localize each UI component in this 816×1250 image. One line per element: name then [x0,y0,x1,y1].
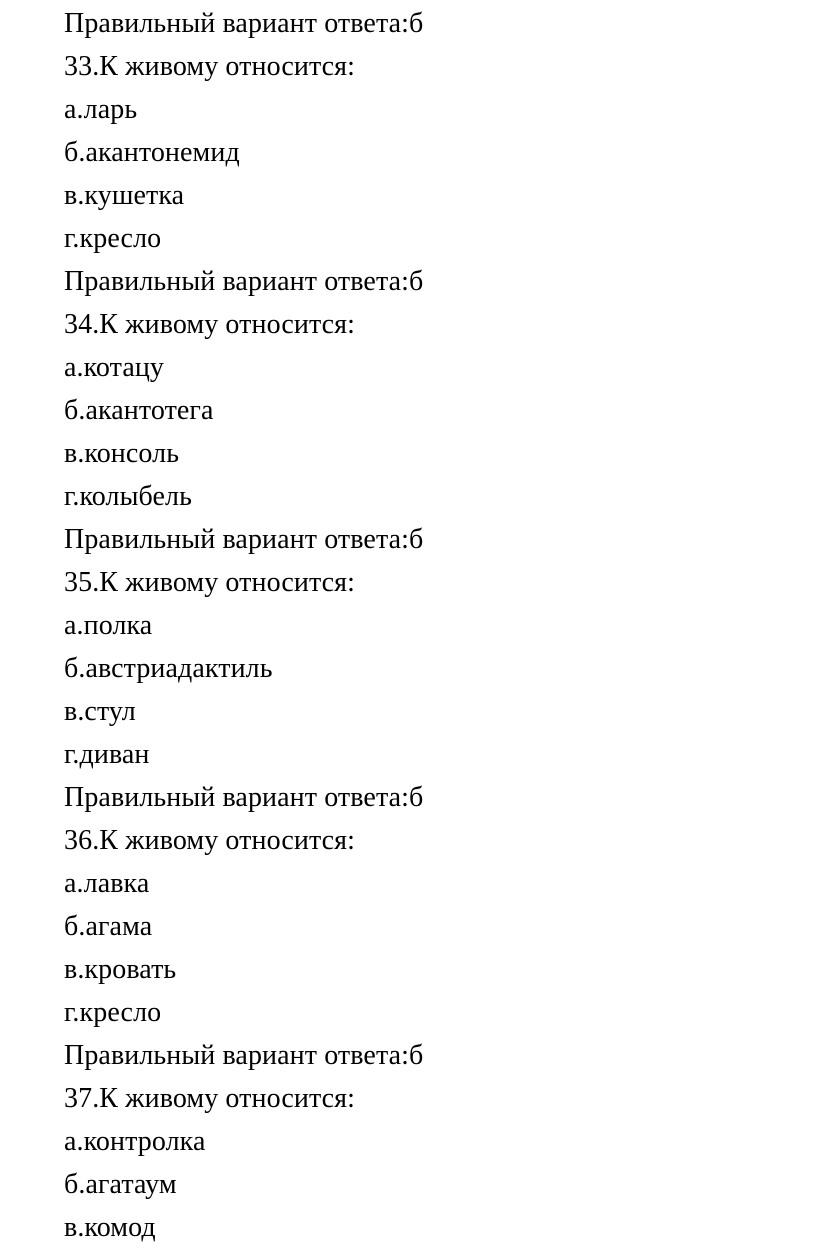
option-b: б.акантонемид [64,137,240,168]
option-v: в.комод [64,1212,156,1243]
option-a: а.лавка [64,868,150,899]
option-g: г.колыбель [64,481,192,512]
option-a: а.полка [64,610,153,641]
answer-line: Правильный вариант ответа:б [64,524,424,555]
question-33: 33.К живому относится: [64,51,356,82]
question-35: 35.К живому относится: [64,567,356,598]
question-37: 37.К живому относится: [64,1083,356,1114]
option-b: б.агама [64,911,153,942]
option-g: г.кресло [64,223,162,254]
answer-line: Правильный вариант ответа:б [64,266,424,297]
answer-line: Правильный вариант ответа:б [64,1040,424,1071]
option-v: в.консоль [64,438,180,469]
option-v: в.кровать [64,954,177,985]
answer-line: Правильный вариант ответа:б [64,782,424,813]
question-34: 34.К живому относится: [64,309,356,340]
option-a: а.ларь [64,94,138,125]
answer-line: Правильный вариант ответа:б [64,8,424,39]
option-v: в.кушетка [64,180,185,211]
option-v: в.стул [64,696,136,727]
option-b: б.агатаум [64,1169,177,1200]
document-text [64,2,423,1249]
option-a: а.котацу [64,352,165,383]
option-g: г.диван [64,739,150,770]
option-b: б.австриадактиль [64,653,273,684]
option-a: а.контролка [64,1126,206,1157]
question-36: 36.К живому относится: [64,825,356,856]
option-b: б.акантотега [64,395,214,426]
option-g: г.кресло [64,997,162,1028]
